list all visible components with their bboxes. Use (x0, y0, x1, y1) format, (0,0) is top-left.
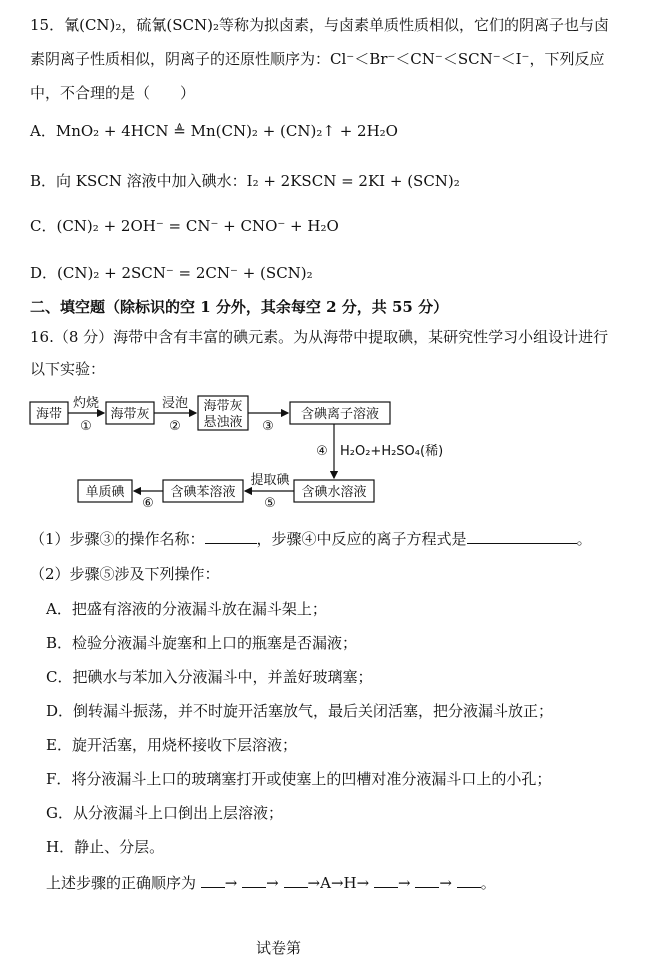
order-blank-4[interactable] (374, 873, 398, 888)
q15-stem-line3: 中，不合理的是（ ） (30, 84, 196, 102)
q15-stem-line1: 15．氰(CN)₂，硫氰(SCN)₂等称为拟卤素，与卤素单质性质相似，它们的阴离子也与卤 (30, 16, 610, 34)
order-arrow: → (330, 874, 344, 892)
step-e: E．旋开活塞，用烧杯接收下层溶液； (46, 736, 297, 754)
part1-prompt: （1）步骤③的操作名称： (30, 530, 205, 548)
step-f: F．将分液漏斗上口的玻璃塞打开或使塞上的凹槽对准分液漏斗口上的小孔； (46, 770, 552, 788)
step-b: B．检验分液漏斗旋塞和上口的瓶塞是否漏液； (46, 634, 358, 652)
answer-blank-operation[interactable] (205, 529, 257, 544)
q15-stem-line2: 素阴离子性质相似，阴离子的还原性顺序为：Cl⁻＜Br⁻＜CN⁻＜SCN⁻＜I⁻，下列反应 (30, 50, 605, 68)
order-fixed-h: H (343, 874, 357, 892)
page-footer: 试卷第 (256, 939, 302, 957)
q16-part2: （2）步骤⑤涉及下列操作： (30, 565, 220, 583)
section-heading: 二、填空题（除标识的空 1 分外，其余每空 2 分，共 55 分） (30, 298, 449, 316)
step-c: C．把碘水与苯加入分液漏斗中，并盖好玻璃塞； (46, 668, 373, 686)
q15-option-d: D．(CN)₂ + 2SCN⁻ = 2CN⁻ + (SCN)₂ (30, 264, 313, 282)
step-g: G．从分液漏斗上口倒出上层溶液； (46, 804, 283, 822)
flow-step1-number: ① (80, 419, 92, 434)
step-a: A．把盛有溶液的分液漏斗放在漏斗架上； (46, 600, 327, 618)
q16-stem-line1: 16.（8 分）海带中含有丰富的碘元素。为从海带中提取碘，某研究性学习小组设计进行 (30, 328, 609, 346)
order-arrow: → (356, 874, 370, 892)
part1-prompt-2: ，步骤④中反应的离子方程式是 (256, 530, 467, 548)
extraction-flow-diagram (0, 390, 670, 510)
order-blank-1[interactable] (201, 873, 225, 888)
flow-step1-label: 灼烧 (72, 396, 100, 411)
flow-box-ash-suspension-label-2: 悬浊液 (203, 415, 243, 430)
order-arrow: → (397, 874, 411, 892)
flow-step5-number: ⑤ (264, 496, 276, 510)
order-arrow: → (266, 874, 279, 892)
flow-step3-number: ③ (262, 419, 274, 434)
order-arrow: → (307, 874, 321, 892)
flow-step6-number: ⑥ (142, 496, 154, 510)
flow-step4-reagent: H₂O₂+H₂SO₄(稀) (340, 444, 444, 459)
order-fixed-a: A (320, 874, 331, 892)
flow-box-ash-suspension-label-1: 海带灰 (203, 399, 243, 414)
step-d: D．倒转漏斗振荡，并不时旋开活塞放气，最后关闭活塞，把分液漏斗放正； (46, 702, 554, 720)
order-arrow: → (439, 874, 452, 892)
q15-option-a: A．MnO₂ + 4HCN ≜ Mn(CN)₂ + (CN)₂↑ + 2H₂O (30, 122, 398, 140)
order-prefix: 上述步骤的正确顺序为 (46, 874, 197, 892)
order-end: 。 (480, 874, 496, 892)
flow-box-iodide-solution-label: 含碘离子溶液 (300, 407, 380, 422)
q16-stem-line2: 以下实验： (30, 360, 106, 378)
order-answer-line (46, 872, 496, 893)
flow-step5-label: 提取碘 (250, 473, 290, 488)
flow-step2-label: 浸泡 (161, 396, 189, 411)
answer-blank-equation[interactable] (467, 529, 577, 544)
q15-option-b: B．向 KSCN 溶液中加入碘水：I₂ + 2KSCN = 2KI + (SCN)₂ (30, 172, 460, 190)
flow-box-seaweed-ash-label: 海带灰 (110, 407, 150, 422)
flow-box-iodine-water-label: 含碘水溶液 (301, 485, 367, 500)
order-blank-6[interactable] (457, 873, 481, 888)
part1-end: 。 (576, 530, 592, 548)
order-blank-5[interactable] (415, 873, 439, 888)
order-blank-3[interactable] (284, 873, 308, 888)
flow-box-elemental-iodine-label: 单质碘 (85, 485, 125, 500)
flow-step4-number: ④ (316, 444, 328, 459)
order-blank-2[interactable] (242, 873, 266, 888)
order-arrow: → (224, 874, 238, 892)
step-h: H．静止、分层。 (46, 838, 165, 856)
flow-box-seaweed-label: 海带 (35, 407, 63, 422)
flow-box-iodine-benzene-label: 含碘苯溶液 (170, 485, 236, 500)
q16-part1 (30, 528, 592, 549)
flow-step2-number: ② (169, 419, 181, 434)
q15-option-c: C．(CN)₂ + 2OH⁻ = CN⁻ + CNO⁻ + H₂O (30, 217, 339, 235)
